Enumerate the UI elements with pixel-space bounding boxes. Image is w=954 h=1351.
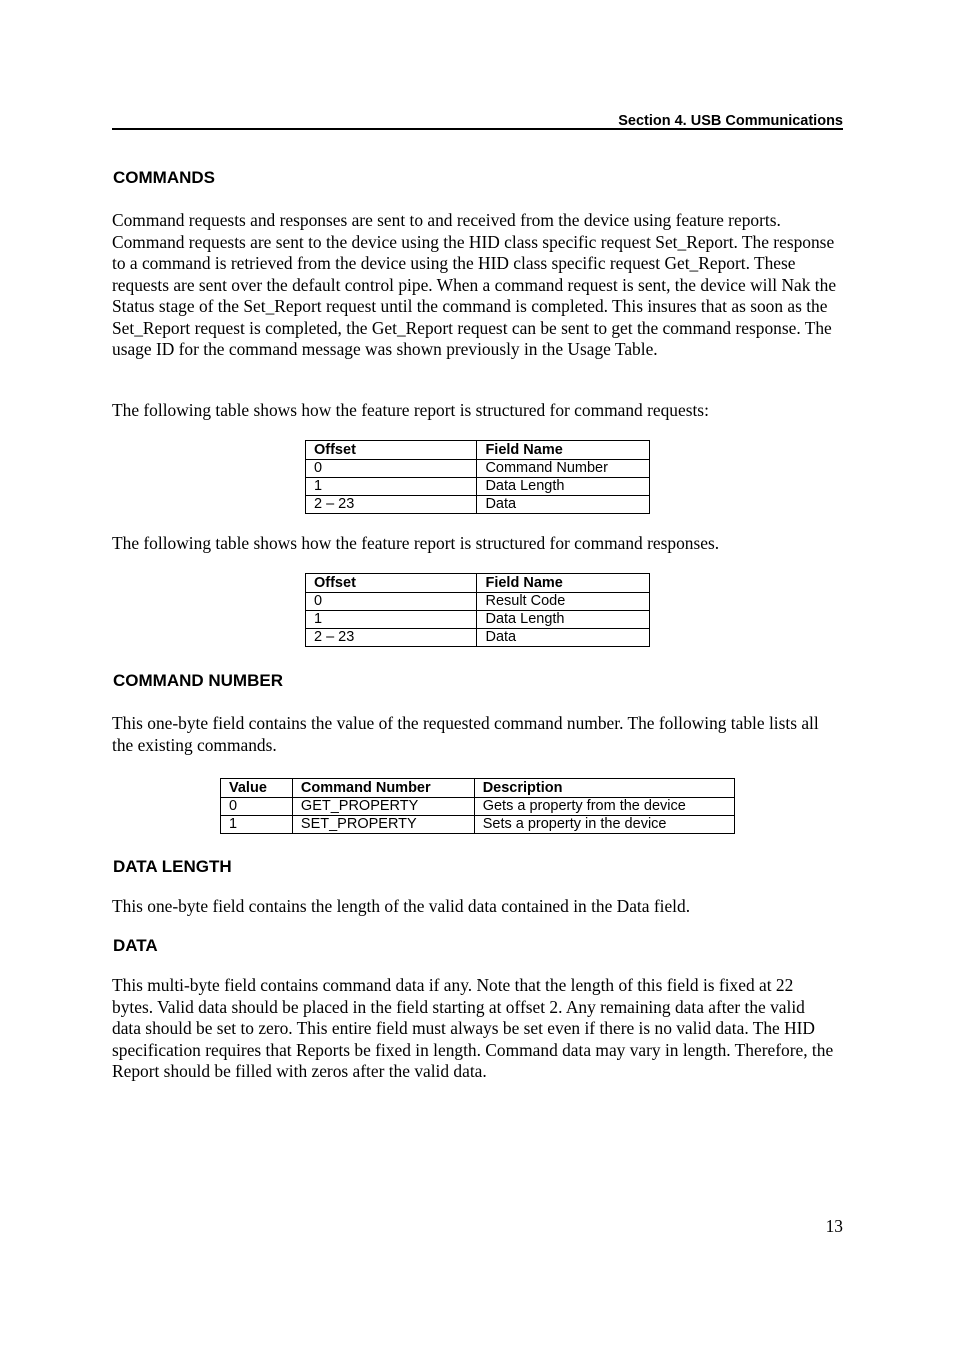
- table-cell: Command Number: [477, 460, 650, 478]
- running-header: Section 4. USB Communications: [618, 113, 843, 129]
- column-header-field-name: Field Name: [477, 441, 650, 460]
- table-cell: Data: [477, 496, 650, 514]
- table-cell: Sets a property in the device: [474, 816, 734, 834]
- data-heading: DATA: [113, 936, 158, 955]
- table-cell: 1: [306, 611, 477, 629]
- table-row: [306, 611, 650, 629]
- table-cell: 0: [306, 460, 477, 478]
- column-header-field-name: Field Name: [477, 574, 650, 593]
- command-request-table: [305, 440, 650, 514]
- page-number: 13: [825, 1216, 843, 1236]
- table-cell: Gets a property from the device: [474, 798, 734, 816]
- data-length-paragraph: This one-byte field contains the length of the valid data contained in the Data field.: [112, 896, 691, 916]
- table-cell: 0: [306, 593, 477, 611]
- table-row: [306, 629, 650, 647]
- command-response-table: [305, 573, 650, 647]
- response-table-intro: The following table shows how the feature report is structured for command responses.: [112, 533, 720, 553]
- table-cell: Data Length: [477, 478, 650, 496]
- table-row: [306, 496, 650, 514]
- table-cell: 1: [306, 478, 477, 496]
- table-cell: 1: [221, 816, 293, 834]
- table-header-row: [306, 441, 650, 460]
- table-cell: Data: [477, 629, 650, 647]
- data-paragraph: This multi-byte field contains command data if any. Note that the length of this field is fixed at 22 bytes. Valid data should be placed in the field starting at offset 2. Any remaining data after the valid data should be set to zero. This entire field must always be set even if there is no valid data. The HID specification requires that Reports be fixed in length. Command data may vary in length. Therefore, the Report should be filled with zeros after the valid data.: [112, 975, 834, 1081]
- table-header-row: [306, 574, 650, 593]
- table-row: [306, 593, 650, 611]
- table-cell: 2 – 23: [306, 496, 477, 514]
- table-cell: Result Code: [477, 593, 650, 611]
- table-cell: GET_PROPERTY: [292, 798, 474, 816]
- request-table-intro: The following table shows how the feature report is structured for command requests:: [112, 400, 709, 420]
- table-row: [221, 816, 735, 834]
- table-cell: 0: [221, 798, 293, 816]
- table-row: [221, 798, 735, 816]
- commands-paragraph: Command requests and responses are sent to and received from the device using feature reports. Command requests are sent to the device using the HID class specific request Set_Report. The response to a command is retrieved from the device using the HID class specific request Get_Report. These requests are sent over the default control pipe. When a command request is sent, the device will Nak the Status stage of the Set_Report request until the command is completed. This insures that as soon as the Set_Report request is completed, the Get_Report request can be sent to get the command response. The usage ID for the command message was shown previously in the Usage Table.: [112, 210, 837, 359]
- header-rule: [112, 128, 843, 130]
- table-cell: Data Length: [477, 611, 650, 629]
- column-header-command-number: Command Number: [292, 779, 474, 798]
- command-list-table: [220, 778, 735, 834]
- table-cell: 2 – 23: [306, 629, 477, 647]
- table-cell: SET_PROPERTY: [292, 816, 474, 834]
- table-header-row: [221, 779, 735, 798]
- commands-heading: COMMANDS: [113, 168, 215, 187]
- column-header-offset: Offset: [306, 441, 477, 460]
- command-number-paragraph: This one-byte field contains the value of the requested command number. The following table lists all the existing commands.: [112, 713, 819, 755]
- table-row: [306, 460, 650, 478]
- column-header-value: Value: [221, 779, 293, 798]
- data-length-heading: DATA LENGTH: [113, 857, 232, 876]
- column-header-offset: Offset: [306, 574, 477, 593]
- column-header-description: Description: [474, 779, 734, 798]
- command-number-heading: COMMAND NUMBER: [113, 671, 283, 690]
- table-row: [306, 478, 650, 496]
